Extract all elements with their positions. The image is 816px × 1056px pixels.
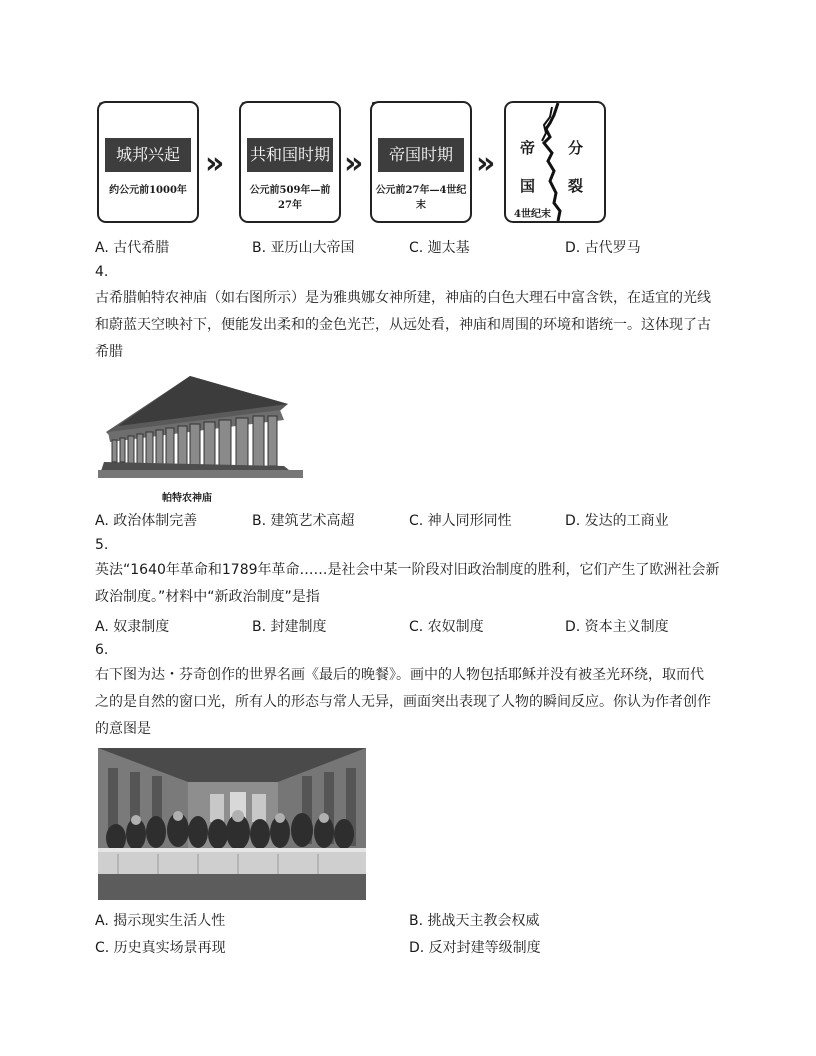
split-line-icon <box>506 103 604 221</box>
q4-stem-line: 和蔚蓝天空映衬下，便能发出柔和的金色光芒，从远处看，神庙和周围的环境和谐统一。这体现了古 <box>95 317 711 333</box>
q5-option-b[interactable]: B. 封建制度 <box>252 619 327 635</box>
q3-option-c[interactable]: C. 迦太基 <box>409 240 470 256</box>
q6-stem-line: 之的是自然的窗口光，所有人的形态与常人无异，画面突出表现了人物的瞬间反应。你认为作者创作 <box>95 694 711 710</box>
last-supper-image <box>98 748 366 900</box>
step-4-right-char-2: 裂 <box>568 177 584 195</box>
q4-number: 4. <box>95 264 109 280</box>
parthenon-caption: 帕特农神庙 <box>162 493 212 504</box>
step-3-title: 帝国时期 <box>378 138 464 172</box>
step-3-box <box>370 101 472 223</box>
q4-option-c[interactable]: C. 神人同形同性 <box>409 513 512 529</box>
q5-option-a[interactable]: A. 奴隶制度 <box>95 619 170 635</box>
step-4-left-char-2: 国 <box>520 177 536 195</box>
step-1-title: 城邦兴起 <box>105 138 191 172</box>
q3-option-d[interactable]: D. 古代罗马 <box>565 240 641 256</box>
q4-option-b[interactable]: B. 建筑艺术高超 <box>252 513 355 529</box>
q5-option-c[interactable]: C. 农奴制度 <box>409 619 484 635</box>
flow-arrow-icon: » <box>205 146 215 181</box>
q4-stem <box>95 285 720 366</box>
q5-option-d[interactable]: D. 资本主义制度 <box>565 619 669 635</box>
step-2-title: 共和国时期 <box>247 138 333 172</box>
parthenon-image <box>98 374 303 478</box>
step-2-date: 公元前509年—前27年 <box>249 185 331 211</box>
q3-option-a[interactable]: A. 古代希腊 <box>95 240 170 256</box>
q5-stem-line: 政治制度。”材料中“新政治制度”是指 <box>95 589 320 605</box>
step-4-left-char-1: 帝 <box>520 139 536 157</box>
q6-number: 6. <box>95 642 109 658</box>
step-4-date: 4世纪末 <box>514 209 551 220</box>
q6-option-b[interactable]: B. 挑战天主教会权威 <box>409 913 540 929</box>
step-4-right-char-1: 分 <box>568 139 584 157</box>
step-1-date: 约公元前1000年 <box>109 185 187 196</box>
step-3-date: 公元前27年—4世纪末 <box>375 185 467 211</box>
flow-arrow-icon: » <box>476 146 486 181</box>
q5-stem <box>95 557 720 611</box>
q4-stem-line: 希腊 <box>95 344 123 360</box>
step-4-box <box>504 101 606 223</box>
q4-stem-line: 古希腊帕特农神庙（如右图所示）是为雅典娜女神所建，神庙的白色大理石中富含铁，在适宜的光线 <box>95 290 711 306</box>
q6-stem-line: 右下图为达・芬奇创作的世界名画《最后的晚餐》。画中的人物包括耶稣并没有被圣光环绕，取而代 <box>95 667 704 683</box>
q6-stem <box>95 662 720 743</box>
q6-stem-line: 的意图是 <box>95 721 151 737</box>
step-1-box <box>97 101 199 223</box>
q3-option-b[interactable]: B. 亚历山大帝国 <box>252 240 355 256</box>
q6-option-d[interactable]: D. 反对封建等级制度 <box>409 940 541 956</box>
step-2-box <box>239 101 341 223</box>
q4-option-a[interactable]: A. 政治体制完善 <box>95 513 198 529</box>
q6-option-a[interactable]: A. 揭示现实生活人性 <box>95 913 226 929</box>
q5-number: 5. <box>95 537 109 553</box>
q6-option-c[interactable]: C. 历史真实场景再现 <box>95 940 226 956</box>
q5-stem-line: 英法“1640年革命和1789年革命……是社会中某一阶段对旧政治制度的胜利，它们产生了欧洲社会新 <box>95 562 720 578</box>
q4-option-d[interactable]: D. 发达的工商业 <box>565 513 669 529</box>
flow-arrow-icon: » <box>344 146 354 181</box>
